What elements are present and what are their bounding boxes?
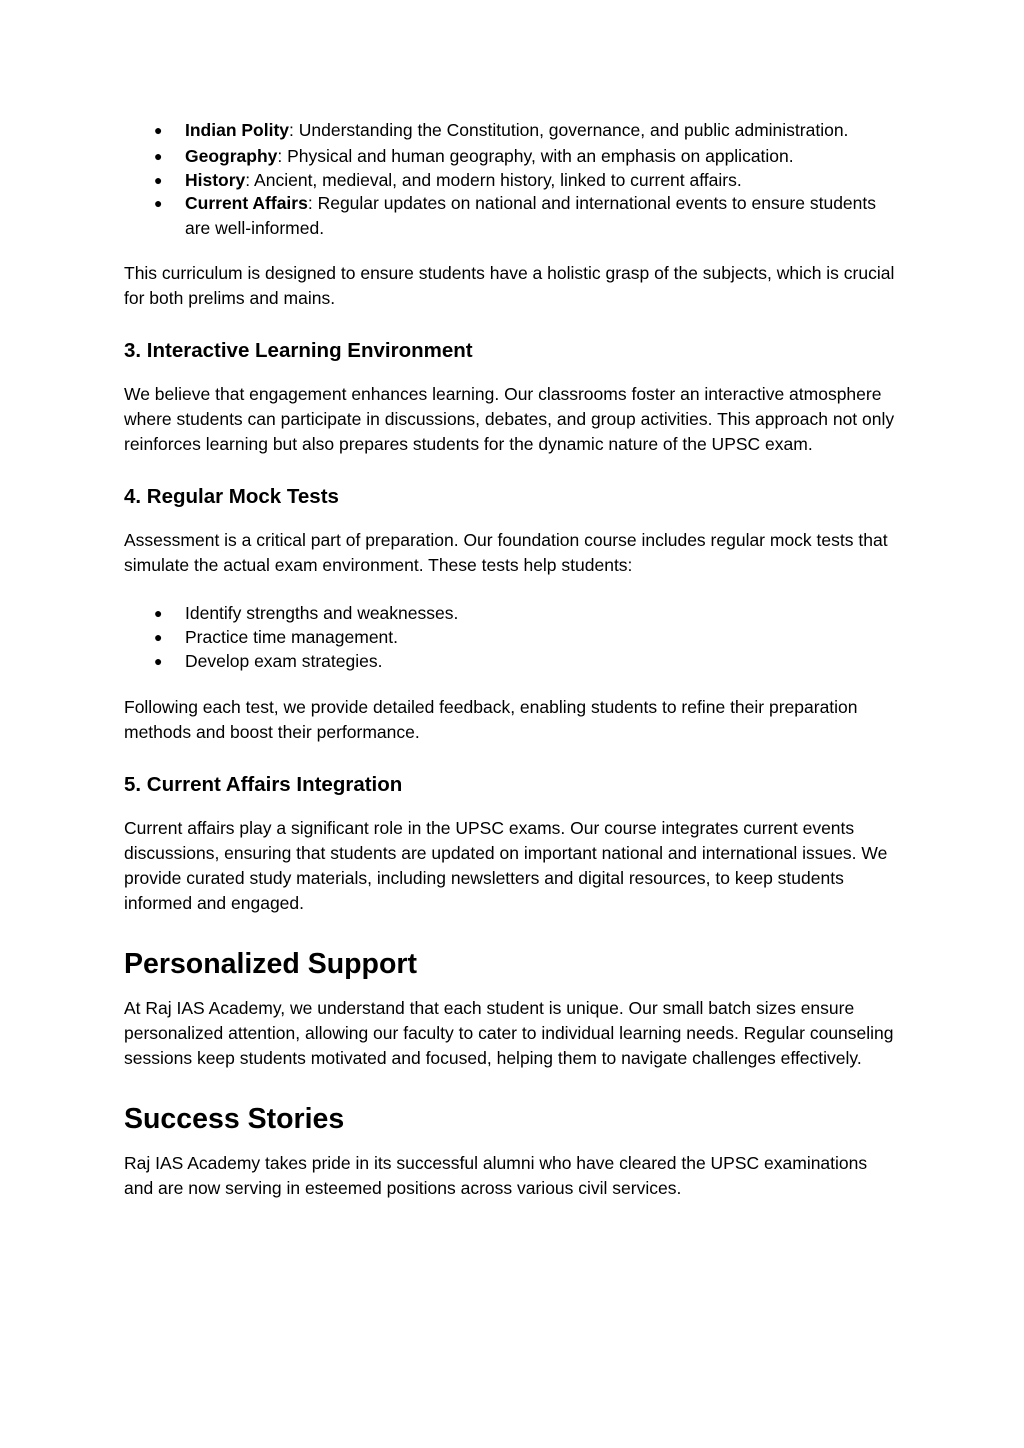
curriculum-paragraph: This curriculum is designed to ensure students have a holistic grasp of the subjects, which is crucial for both prelims and mains.	[124, 263, 895, 308]
section-heading-mock-tests: 4. Regular Mock Tests	[124, 485, 339, 508]
heading-success-stories: Success Stories	[124, 1103, 345, 1135]
bullet-icon: ●	[154, 172, 163, 188]
bullet-icon: ●	[154, 195, 163, 211]
page-content	[124, 118, 900, 1201]
list-item	[124, 649, 900, 674]
mock-tests-paragraph: Assessment is a critical part of preparation. Our foundation course includes regular mock tests that simulate the actual exam environment. These tests help students:	[124, 530, 888, 575]
list-item-text: Practice time management.	[185, 627, 399, 647]
success-stories-paragraph: Raj IAS Academy takes pride in its successful alumni who have cleared the UPSC examinations and are now serving in esteemed positions across various civil services.	[124, 1153, 868, 1198]
list-item	[124, 625, 900, 650]
list-item	[124, 168, 900, 193]
subject-term: Indian Polity	[185, 120, 290, 140]
section-heading-interactive-learning: 3. Interactive Learning Environment	[124, 339, 473, 362]
bullet-icon: ●	[154, 629, 163, 645]
list-item	[124, 601, 900, 626]
mock-tests-followup-paragraph: Following each test, we provide detailed feedback, enabling students to refine their preparation methods and boost their performance.	[124, 697, 858, 742]
section-heading-current-affairs: 5. Current Affairs Integration	[124, 773, 403, 796]
subject-desc: : Physical and human geography, with an emphasis on application.	[277, 146, 794, 166]
current-affairs-paragraph: Current affairs play a significant role in the UPSC exams. Our course integrates current events discussions, ensuring that students are updated on important national and international issues. We provide curated study materials, including newsletters and digital resources, to keep students informed and engaged.	[124, 818, 888, 913]
subject-term: History	[185, 170, 246, 190]
subject-desc: : Ancient, medieval, and modern history, linked to current affairs.	[245, 170, 742, 190]
bullet-icon: ●	[154, 122, 163, 138]
subject-term: Geography	[185, 146, 278, 166]
list-item-text: Identify strengths and weaknesses.	[185, 603, 459, 623]
list-item	[124, 118, 900, 143]
subjects-list	[124, 118, 900, 241]
bullet-icon: ●	[154, 148, 163, 164]
bullet-icon: ●	[154, 605, 163, 621]
subject-desc: : Regular updates on national and international events to ensure students are well-informed.	[185, 193, 877, 238]
subject-desc: : Understanding the Constitution, governance, and public administration.	[289, 120, 849, 140]
list-item	[124, 191, 900, 241]
list-item	[124, 144, 900, 169]
heading-personalized-support: Personalized Support	[124, 948, 417, 980]
bullet-icon: ●	[154, 653, 163, 669]
interactive-learning-paragraph: We believe that engagement enhances learning. Our classrooms foster an interactive atmosphere where students can participate in discussions, debates, and group activities. This approach not only reinforces learning but also prepares students for the dynamic nature of the UPSC exam.	[124, 384, 895, 454]
subject-term: Current Affairs	[185, 193, 308, 213]
personalized-support-paragraph: At Raj IAS Academy, we understand that each student is unique. Our small batch sizes ensure personalized attention, allowing our faculty to cater to individual learning needs. Regular counseling sessions keep students motivated and focused, helping them to navigate challenges effectively.	[124, 998, 894, 1068]
list-item-text: Develop exam strategies.	[185, 651, 383, 671]
mock-tests-list	[124, 601, 900, 674]
